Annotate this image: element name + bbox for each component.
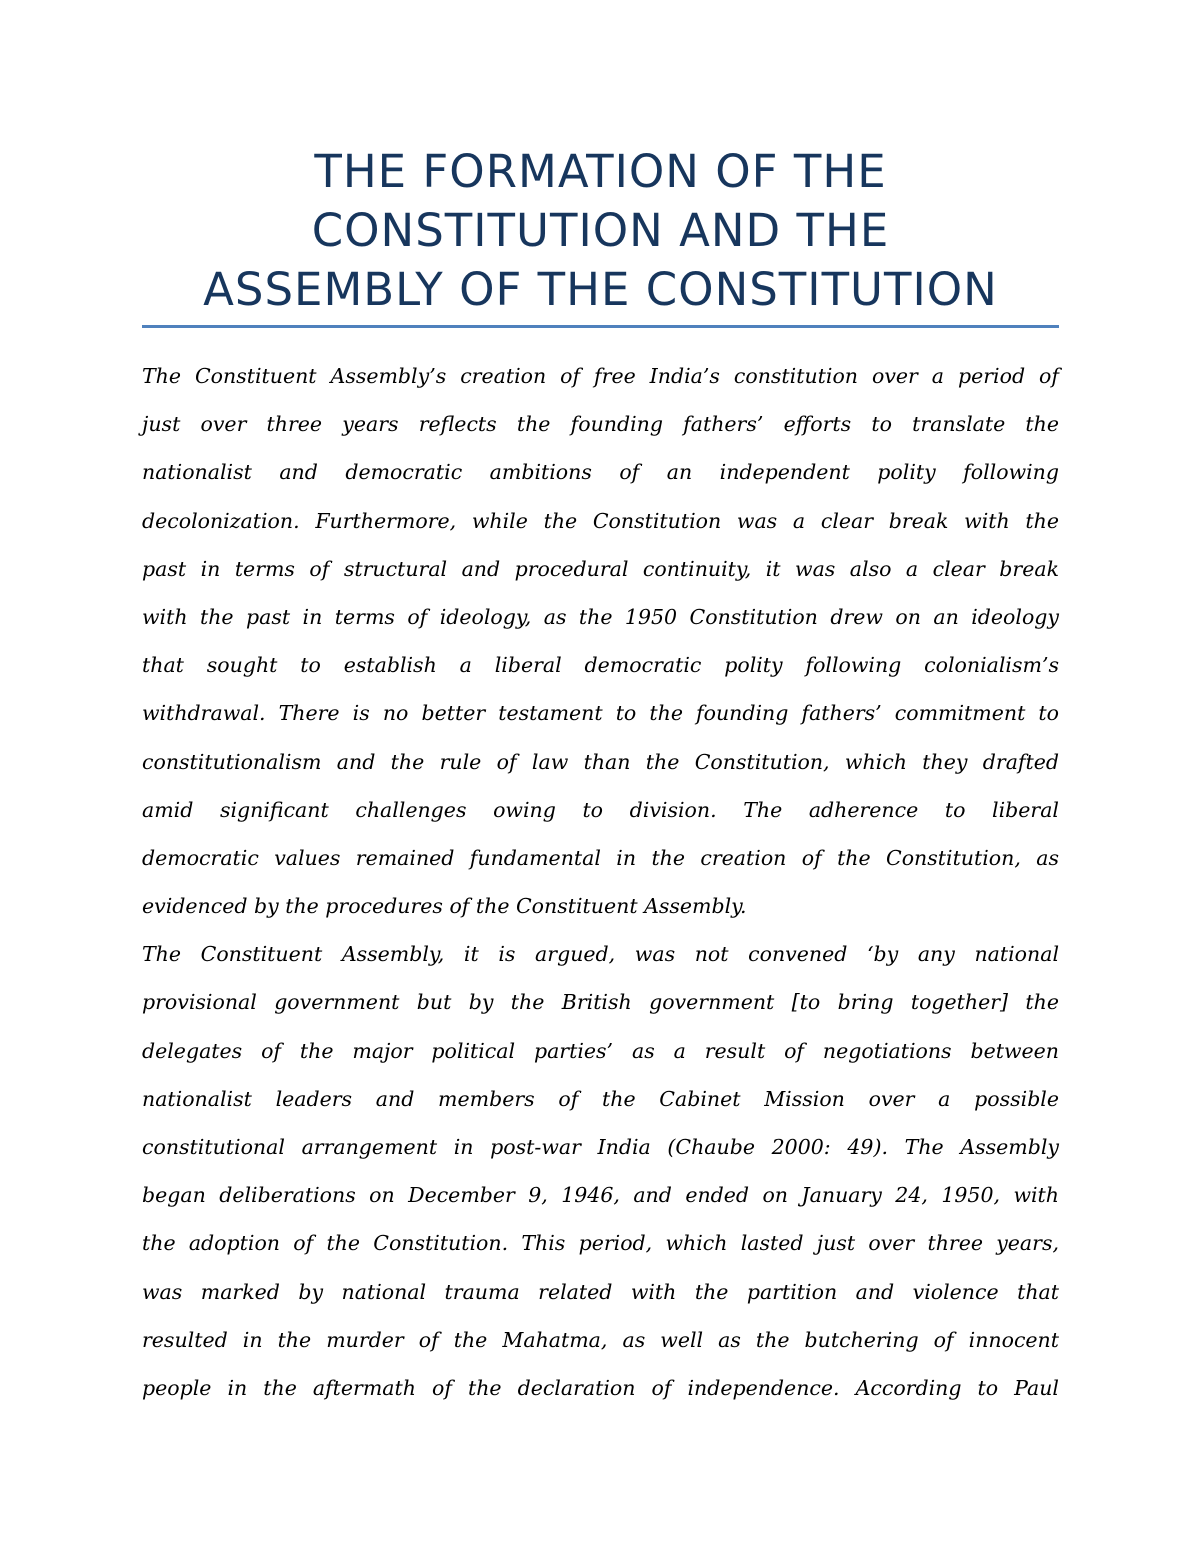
text-line: provisional government but by the British government [to bring together] the [142, 990, 1059, 1015]
text-line: amid significant challenges owing to division. The adherence to liberal [142, 797, 1059, 822]
title-divider [142, 325, 1059, 328]
text-line: withdrawal. There is no better testament to the founding fathers’ commitment to [142, 701, 1059, 726]
text-line: decolonization. Furthermore, while the Constitution was a clear break with the [142, 508, 1059, 533]
text-line: constitutionalism and the rule of law than the Constitution, which they drafted [142, 749, 1059, 774]
text-line: nationalist and democratic ambitions of an independent polity following [142, 460, 1059, 485]
text-line: with the past in terms of ideology, as the 1950 Constitution drew on an ideology [142, 604, 1059, 629]
text-line: resulted in the murder of the Mahatma, as well as the butchering of innocent [142, 1327, 1059, 1352]
text-line: delegates of the major political parties’ as a result of negotiations between [142, 1038, 1059, 1063]
text-line: evidenced by the procedures of the Constituent Assembly. [142, 894, 747, 919]
text-line: democratic values remained fundamental in the creation of the Constitution, as [142, 845, 1059, 870]
text-line: just over three years reflects the founding fathers’ efforts to translate the [142, 412, 1059, 437]
title-line: ASSEMBLY OF THE CONSTITUTION [203, 263, 998, 316]
text-line: people in the aftermath of the declaration of independence. According to Paul [142, 1375, 1059, 1400]
text-line: past in terms of structural and procedural continuity, it was also a clear break [142, 556, 1059, 581]
text-line: constitutional arrangement in post-war India (Chaube 2000: 49). The Assembly [142, 1135, 1059, 1159]
document-body [142, 352, 1059, 1412]
text-line: The Constituent Assembly’s creation of free India’s constitution over a period of [142, 364, 1059, 388]
text-line: the adoption of the Constitution. This period, which lasted just over three years, [142, 1231, 1059, 1256]
title-line: THE FORMATION OF THE [314, 145, 887, 198]
document-title [142, 142, 1059, 319]
text-line: was marked by national trauma related with the partition and violence that [142, 1279, 1059, 1304]
text-line: began deliberations on December 9, 1946, and ended on January 24, 1950, with [142, 1183, 1059, 1208]
text-line: nationalist leaders and members of the Cabinet Mission over a possible [142, 1086, 1059, 1111]
paragraph-1 [142, 352, 1059, 930]
text-line: that sought to establish a liberal democratic polity following colonialism’s [142, 653, 1059, 678]
text-line: The Constituent Assembly, it is argued, was not convened ‘by any national [142, 942, 1059, 967]
paragraph-2 [142, 930, 1059, 1412]
title-line: CONSTITUTION AND THE [311, 204, 890, 257]
